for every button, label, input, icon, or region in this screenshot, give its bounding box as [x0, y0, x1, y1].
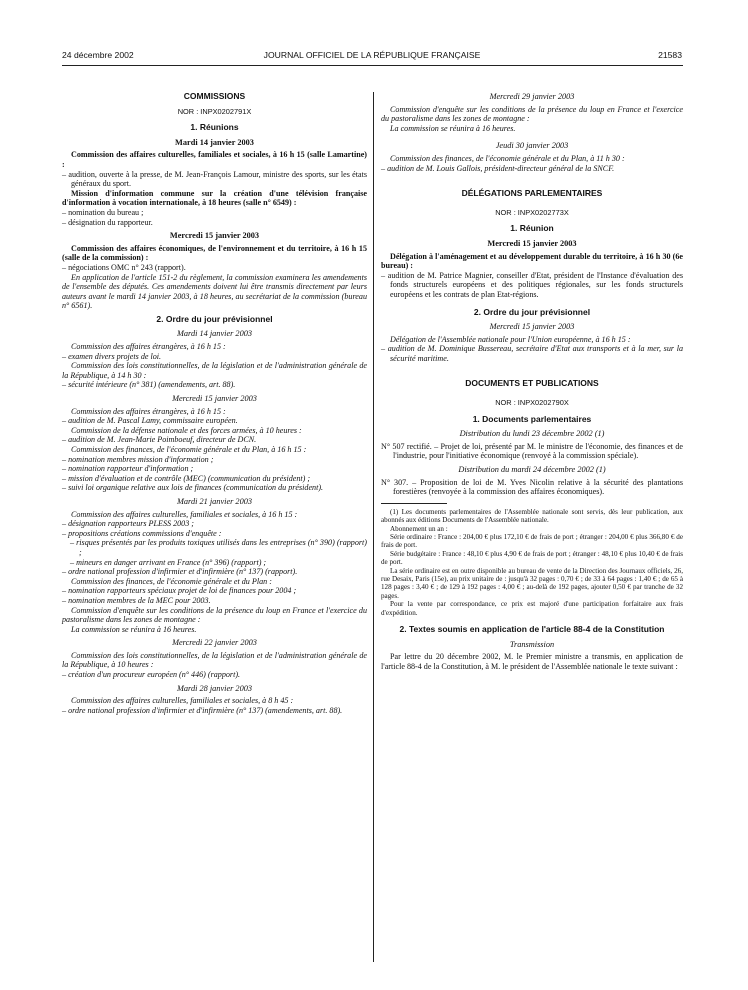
section-title-documents: DOCUMENTS ET PUBLICATIONS	[465, 378, 599, 389]
agenda-item: – nomination rapporteur d'information ;	[62, 464, 194, 474]
agenda-entry: Commission des affaires culturelles, familiales et sociales, à 16 h 15 :	[71, 509, 298, 519]
meeting-date: Mercredi 15 janvier 2003	[169, 231, 260, 241]
page-header	[62, 50, 682, 64]
meeting-date: Mercredi 15 janvier 2003	[487, 238, 577, 248]
agenda-item: – nomination du bureau ;	[62, 207, 144, 217]
agenda-item: – audition de M. Pascal Lamy, commissaire européen.	[62, 416, 238, 426]
page-number: 21583	[658, 50, 682, 60]
agenda-item: – nomination rapporteurs spéciaux projet de loi de finances pour 2004 ;	[62, 586, 297, 596]
agenda-item: – désignation rapporteurs PLESS 2003 ;	[62, 519, 194, 529]
meeting-date: Mardi 14 janvier 2003	[176, 329, 253, 339]
agenda-item: – mission d'évaluation et de contrôle (MEC) (communication du président) ;	[62, 473, 311, 483]
agenda-item: – ordre national profession d'infirmier et d'infirmière (n° 137) (rapport).	[62, 567, 298, 577]
subsection-reunions: 1. Réunions	[190, 122, 239, 133]
agenda-item: – propositions créations commissions d'enquête :	[62, 528, 222, 538]
footnote: (1) Les documents parlementaires de l'Assemblée nationale sont servis, dès leur publication, aux abonnés aux éditions Documents de l'Assemblée nationale.	[381, 507, 683, 525]
document-entry: N° 507 rectifié. – Projet de loi, présenté par M. le ministre de l'économie, des finances et de l'industrie, pour l'initiative économique (renvoyé à la commission spéciale).	[381, 441, 683, 461]
agenda-entry: Commission de la défense nationale et des forces armées, à 10 heures :	[71, 425, 302, 435]
meeting-date: Mercredi 15 janvier 2003	[489, 322, 575, 332]
agenda-subitem: – mineurs en danger arrivant en France (n° 396) (rapport) ;	[70, 557, 267, 567]
left-column	[62, 92, 367, 715]
agenda-note: La commission se réunira à 16 heures.	[71, 624, 197, 634]
footnote-rule	[381, 503, 447, 504]
section-title-delegations: DÉLÉGATIONS PARLEMENTAIRES	[461, 188, 603, 199]
agenda-entry: Commission d'enquête sur les conditions de la présence du loup en France et l'exercice du pastoralisme dans les zones de montagne :	[381, 104, 683, 124]
agenda-item: – sécurité intérieure (n° 381) (amendements, art. 88).	[62, 380, 236, 390]
agenda-entry: Commission des finances, de l'économie générale et du Plan, à 16 h 15 :	[71, 445, 307, 454]
agenda-entry: Délégation à l'aménagement et au développement durable du territoire, à 16 h 30 (6e bureau) :	[381, 251, 683, 271]
nor-reference: NOR : INPX0202790X	[495, 398, 569, 408]
agenda-note: La commission se réunira à 16 heures.	[390, 123, 516, 133]
footnote: Série ordinaire : France : 204,00 € plus 172,10 € de frais de port ; étranger : 204,00 € plus 366,80 € de frais de port.	[381, 533, 683, 550]
agenda-entry: Commission des affaires étrangères, à 16 h 15 :	[71, 342, 226, 352]
meeting-date: Mardi 21 janvier 2003	[176, 496, 253, 506]
subsection-ordre-du-jour: 2. Ordre du jour prévisionnel	[473, 306, 591, 317]
agenda-item: – nomination membres mission d'information ;	[62, 454, 214, 464]
footnote: La série ordinaire est en outre disponible au bureau de vente de la Direction des Journaux officiels, 26, rue Desaix, Paris (15e), au prix unitaire de : jusqu'à 32 pages : 0,70 € ; de 33 à 64 pages : 1,40 € ; de 65 à 128 pages : 3,40 € ; de 129 à 192 pages : 4,00 € ; au-delà de 192 pages, ajouter 0,50 € par tranche de 32 pages.	[381, 566, 683, 600]
agenda-entry: Commission des finances, de l'économie générale et du Plan :	[71, 576, 272, 586]
meeting-date: Mardi 14 janvier 2003	[175, 137, 254, 147]
document-entry: N° 307. – Proposition de loi de M. Yves Nicolin relative à la sécurité des plantations forestières (renvoyée à la commission des affaires économiques).	[381, 477, 683, 497]
agenda-item: – suivi loi organique relative aux lois de finances (communication du président).	[62, 483, 324, 493]
agenda-entry: Commission des affaires culturelles, familiales et sociales, à 16 h 15 (salle Lamartine) :	[62, 150, 367, 169]
nor-reference: NOR : INPX0202791X	[177, 106, 252, 116]
meeting-date: Mercredi 15 janvier 2003	[172, 394, 257, 404]
agenda-item: – création d'un procureur européen (n° 446) (rapport).	[62, 670, 241, 680]
agenda-entry: Mission d'information commune sur la création d'une télévision française d'information à vocation internationale, à 18 heures (salle n° 6549) :	[62, 188, 367, 208]
agenda-entry: Commission des affaires économiques, de l'environnement et du territoire, à 16 h 15 (salle de la commission) :	[62, 243, 367, 263]
agenda-entry: Commission des lois constitutionnelles, de la législation et de l'administration générale de la République, à 10 heures :	[62, 650, 367, 670]
agenda-item: – nomination membres de la MEC pour 2003.	[62, 595, 211, 605]
meeting-date: Mercredi 29 janvier 2003	[489, 92, 575, 101]
nor-reference: NOR : INPX0202773X	[495, 207, 569, 217]
footnote: Série budgétaire : France : 48,10 € plus 4,90 € de frais de port ; étranger : 48,10 € plus 10,40 € de frais de port.	[381, 549, 683, 567]
agenda-item: – audition, ouverte à la presse, de M. Jean-François Lamour, ministre des sports, sur les états généraux du sport.	[62, 169, 367, 189]
agenda-item: – audition de M. Dominique Bussereau, secrétaire d'Etat aux transports et à la mer, sur la sécurité maritime.	[381, 344, 683, 363]
subsection-documents-parlementaires: 1. Documents parlementaires	[472, 413, 592, 424]
meeting-date: Mercredi 22 janvier 2003	[172, 638, 257, 648]
agenda-item: – négociations OMC n° 243 (rapport).	[62, 262, 186, 272]
agenda-item: – désignation du rapporteur.	[62, 217, 153, 227]
agenda-entry: Commission d'enquête sur les conditions de la présence du loup en France et l'exercice du pastoralisme dans les zones de montagne :	[62, 605, 367, 625]
agenda-entry: Délégation de l'Assemblée nationale pour l'Union européenne, à 16 h 15 :	[390, 334, 631, 344]
agenda-item: – ordre national profession d'infirmier et d'infirmière (n° 137) (amendements, art. 88).	[62, 705, 343, 715]
subsection-reunion: 1. Réunion	[510, 223, 554, 234]
meeting-date: Jeudi 30 janvier 2003	[495, 141, 569, 151]
agenda-entry: Commission des affaires étrangères, à 16 h 15 :	[71, 406, 226, 416]
footnote: Pour la vente par correspondance, ce prix est majoré d'une participation forfaitaire aux frais d'expédition.	[381, 600, 683, 617]
right-column	[381, 92, 683, 671]
agenda-note: En application de l'article 151-2 du règlement, la commission examinera les amendements de l'ensemble des députés. Ces amendements doivent lui être transmis directement par leurs auteurs avant le mardi 14 janvier 2003, à 18 heures, au secrétariat de la commission (bureau n° 6561).	[62, 272, 367, 311]
header-date: 24 décembre 2002	[62, 50, 134, 60]
agenda-entry: Commission des finances, de l'économie générale et du Plan, à 11 h 30 :	[390, 153, 625, 163]
agenda-entry: Commission des lois constitutionnelles, de la législation et de l'administration générale de la République, à 14 h 30 :	[62, 361, 367, 380]
distribution-date: Distribution du lundi 23 décembre 2002 (1)	[459, 429, 605, 439]
agenda-item: – examen divers projets de loi.	[62, 351, 162, 361]
transmission-label: Transmission	[509, 639, 555, 649]
agenda-item: – audition de M. Jean-Marie Poimboeuf, directeur de DCN.	[62, 435, 257, 445]
column-divider	[373, 92, 374, 962]
section-title-commissions: COMMISSIONS	[183, 91, 246, 101]
subsection-ordre-du-jour: 2. Ordre du jour prévisionnel	[156, 313, 273, 324]
footnote: Abonnement un an :	[390, 524, 448, 533]
agenda-subitem: – risques présentés par les produits toxiques utilisés dans les entreprises (n° 390) (rapport) ;	[70, 538, 367, 557]
distribution-date: Distribution du mardi 24 décembre 2002 (1)	[458, 465, 606, 475]
journal-title: JOURNAL OFFICIEL DE LA RÉPUBLIQUE FRANÇAISE	[263, 50, 481, 60]
header-rule	[62, 65, 683, 66]
agenda-item: – audition de M. Patrice Magnier, conseiller d'Etat, président de l'Instance d'évaluation des fonds structurels européens et des politiques régionales, sur les fonds structurels européens et les contrats de plan Etat-régions.	[381, 270, 683, 299]
agenda-entry: Commission des affaires culturelles, familiales et sociales, à 8 h 45 :	[71, 696, 294, 706]
transmission-text: Par lettre du 20 décembre 2002, M. le Premier ministre a transmis, en application de l'article 88-4 de la Constitution, à M. le président de l'Assemblée nationale le texte suivant :	[381, 652, 683, 671]
agenda-item: – audition de M. Louis Gallois, président-directeur général de la SNCF.	[381, 163, 615, 173]
subsection-textes-88-4: 2. Textes soumis en application de l'article 88-4 de la Constitution	[399, 624, 665, 635]
meeting-date: Mardi 28 janvier 2003	[176, 683, 253, 693]
